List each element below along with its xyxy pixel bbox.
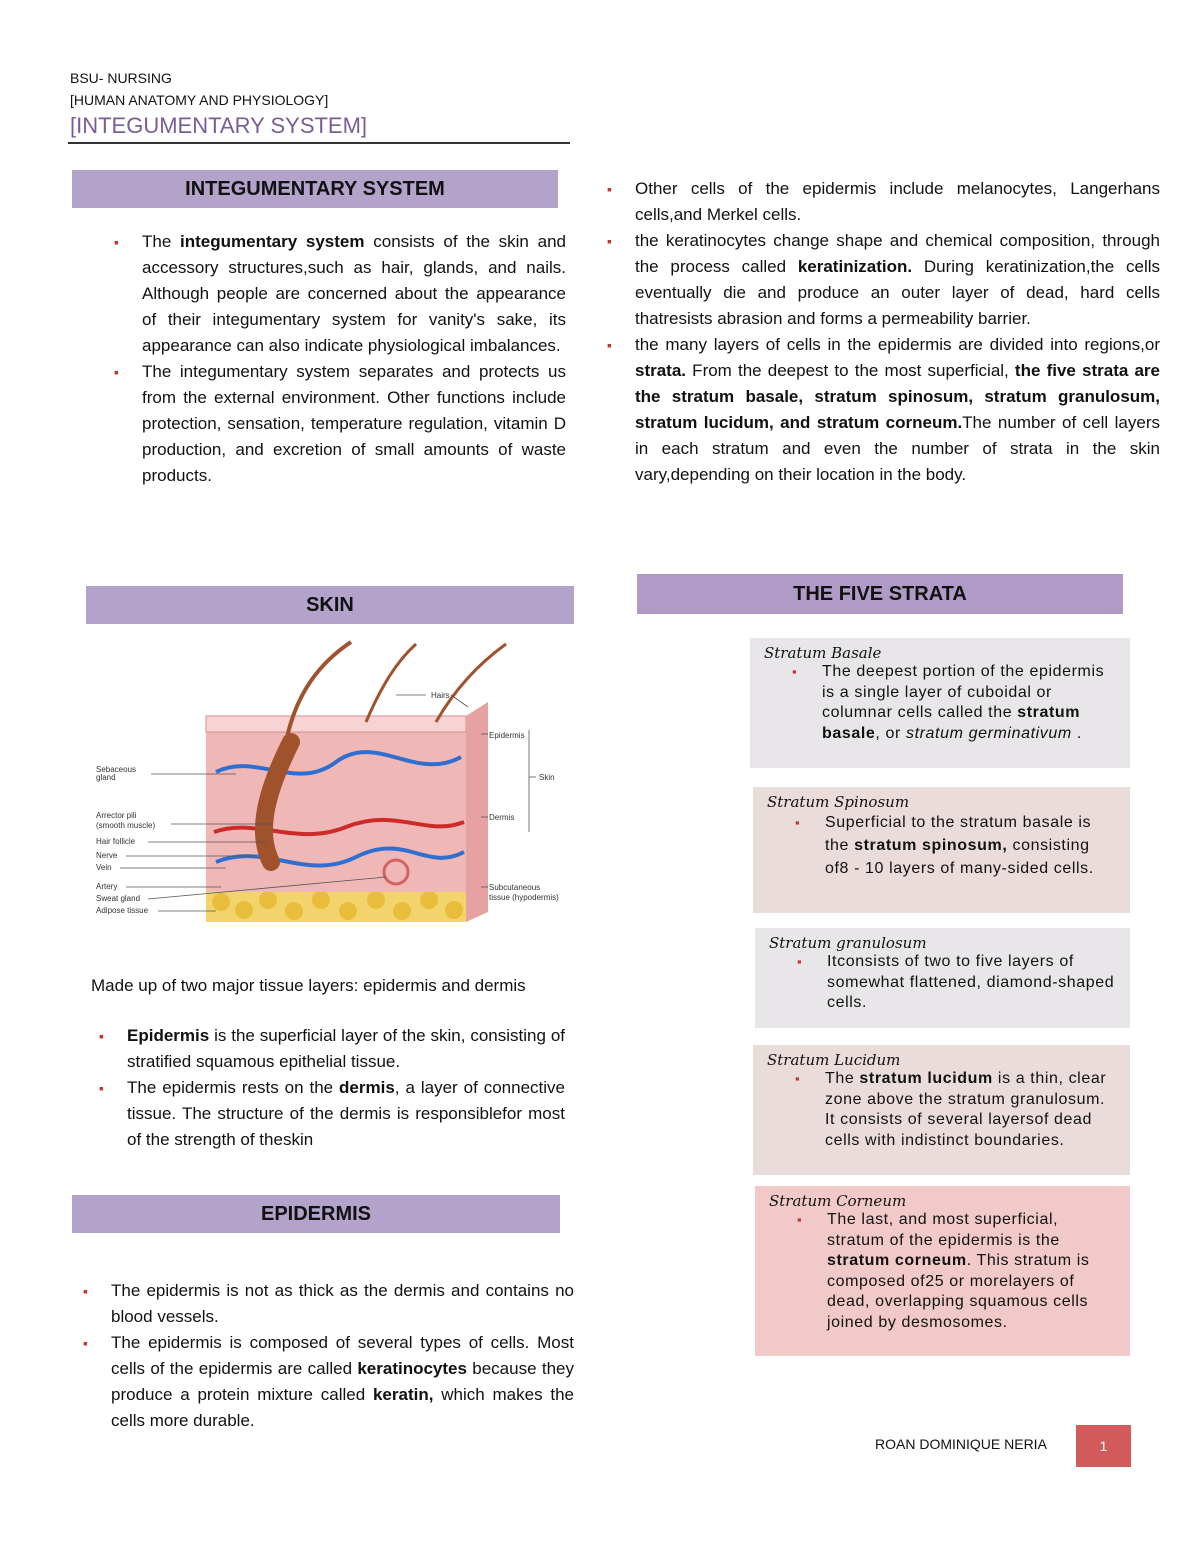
- skin-diagram: [96, 632, 576, 932]
- skin-list: [127, 1023, 565, 1153]
- hair-strand: [436, 644, 506, 722]
- skin-intro: Made up of two major tissue layers: epidermis and dermis: [91, 976, 526, 995]
- stratum-lucidum-title: Stratum Lucidum: [767, 1051, 901, 1069]
- stratum-granulosum-title: Stratum granulosum: [769, 934, 927, 952]
- stratum-granulosum-text: ▪ Itconsists of two to five layers of somewhat flattened, diamond-shaped cells.: [827, 952, 1118, 1014]
- stratum-granulosum-box: [755, 928, 1130, 1028]
- stratum-basale-title: Stratum Basale: [764, 644, 882, 662]
- page-title: [INTEGUMENTARY SYSTEM]: [70, 113, 368, 138]
- dermis-layer: [206, 722, 466, 892]
- epidermis-list: [111, 1278, 574, 1434]
- header-divider: [68, 142, 570, 144]
- integumentary-list: [142, 229, 566, 489]
- label-sweat-gland: Sweat gland: [96, 894, 141, 903]
- label-smooth-muscle: (smooth muscle): [96, 821, 156, 830]
- label-sebaceous: Sebaceous: [96, 765, 137, 774]
- list-item: ▪ the keratinocytes change shape and chemical composition, through the process called keratinization. During keratinization,the cells eventually die and produce an outer layer of dead, hard cells thatresists abrasion and forms a permeability barrier.: [635, 228, 1160, 332]
- stratum-lucidum-text: ▪ The stratum lucidum is a thin, clear zone above the stratum granulosum. It consists of several layersof dead cells with indistinct boundaries.: [825, 1069, 1118, 1151]
- footer-author: ROAN DOMINIQUE NERIA: [875, 1436, 1047, 1452]
- epidermis-layer: [206, 716, 466, 732]
- label-artery: Artery: [96, 882, 118, 891]
- integumentary-heading: INTEGUMENTARY SYSTEM: [72, 170, 558, 208]
- label-hair-follicle: Hair follicle: [96, 837, 136, 846]
- page-number: 1: [1076, 1425, 1131, 1467]
- list-item: ▪ The epidermis is composed of several types of cells. Most cells of the epidermis are called keratinocytes because they produce a protein mixture called keratin, which makes the cells more durable.: [111, 1330, 574, 1434]
- list-item: ▪ The epidermis is not as thick as the dermis and contains no blood vessels.: [111, 1278, 574, 1330]
- label-vein: Vein: [96, 863, 112, 872]
- label-skin: Skin: [539, 773, 555, 782]
- stratum-corneum-box: [755, 1186, 1130, 1356]
- header-subject: [HUMAN ANATOMY AND PHYSIOLOGY]: [70, 92, 329, 108]
- label-dermis: Dermis: [489, 813, 515, 822]
- stratum-spinosum-title: Stratum Spinosum: [767, 793, 910, 811]
- label-arrector: Arrector pili: [96, 811, 137, 820]
- stratum-corneum-title: Stratum Corneum: [769, 1192, 907, 1210]
- stratum-spinosum-box: [753, 787, 1130, 913]
- label-gland: gland: [96, 773, 116, 782]
- stratum-lucidum-box: [753, 1045, 1130, 1175]
- header-course: BSU- NURSING: [70, 70, 172, 86]
- list-item: ▪ The epidermis rests on the dermis, a layer of connective tissue. The structure of the dermis is responsiblefor most of the strength of theskin: [127, 1075, 565, 1153]
- label-epidermis: Epidermis: [489, 731, 525, 740]
- list-item: ▪ The integumentary system consists of the skin and accessory structures,such as hair, glands, and nails. Although people are concerned about the appearance of their integumentary system for vanity's sake, its appearance can also indicate physiological imbalances.: [142, 229, 566, 359]
- five-strata-heading: THE FIVE STRATA: [637, 574, 1123, 614]
- label-adipose: Adipose tissue: [96, 906, 149, 915]
- skin-heading: SKIN: [86, 586, 574, 624]
- label-hypodermis: tissue (hypodermis): [489, 893, 559, 902]
- right-column-list: [635, 176, 1160, 488]
- stratum-corneum-text: ▪ The last, and most superficial, stratum of the epidermis is the stratum corneum. This stratum is composed of25 or morelayers of dead, overlapping squamous cells joined by desmosomes.: [827, 1210, 1118, 1333]
- side-face: [466, 702, 488, 922]
- stratum-basale-box: [750, 638, 1130, 768]
- epidermis-heading: EPIDERMIS: [72, 1195, 560, 1233]
- stratum-basale-text: ▪ The deepest portion of the epidermis is a single layer of cuboidal or columnar cells called the stratum basale, or stratum germinativum .: [822, 662, 1118, 744]
- list-item: ▪ Epidermis is the superficial layer of the skin, consisting of stratified squamous epithelial tissue.: [127, 1023, 565, 1075]
- stratum-spinosum-text: ▪ Superficial to the stratum basale is the stratum spinosum, consisting of8 - 10 layers of many-sided cells.: [825, 811, 1118, 880]
- label-subcutaneous: Subcutaneous: [489, 883, 541, 892]
- hair-strand: [366, 644, 416, 722]
- label-hairs: Hairs: [431, 691, 450, 700]
- list-item: ▪ The integumentary system separates and protects us from the external environment. Other functions include protection, sensation, temperature regulation, vitamin D production, and excretion of small amounts of waste products.: [142, 359, 566, 489]
- label-nerve: Nerve: [96, 851, 118, 860]
- list-item: ▪ the many layers of cells in the epidermis are divided into regions,or strata. From the deepest to the most superficial, the five strata are the stratum basale, stratum spinosum, stratum granulosum, stratum lucidum, and stratum corneum.The number of cell layers in each stratum and even the number of strata in the skin vary,depending on their location in the body.: [635, 332, 1160, 488]
- list-item: ▪ Other cells of the epidermis include melanocytes, Langerhans cells,and Merkel cells.: [635, 176, 1160, 228]
